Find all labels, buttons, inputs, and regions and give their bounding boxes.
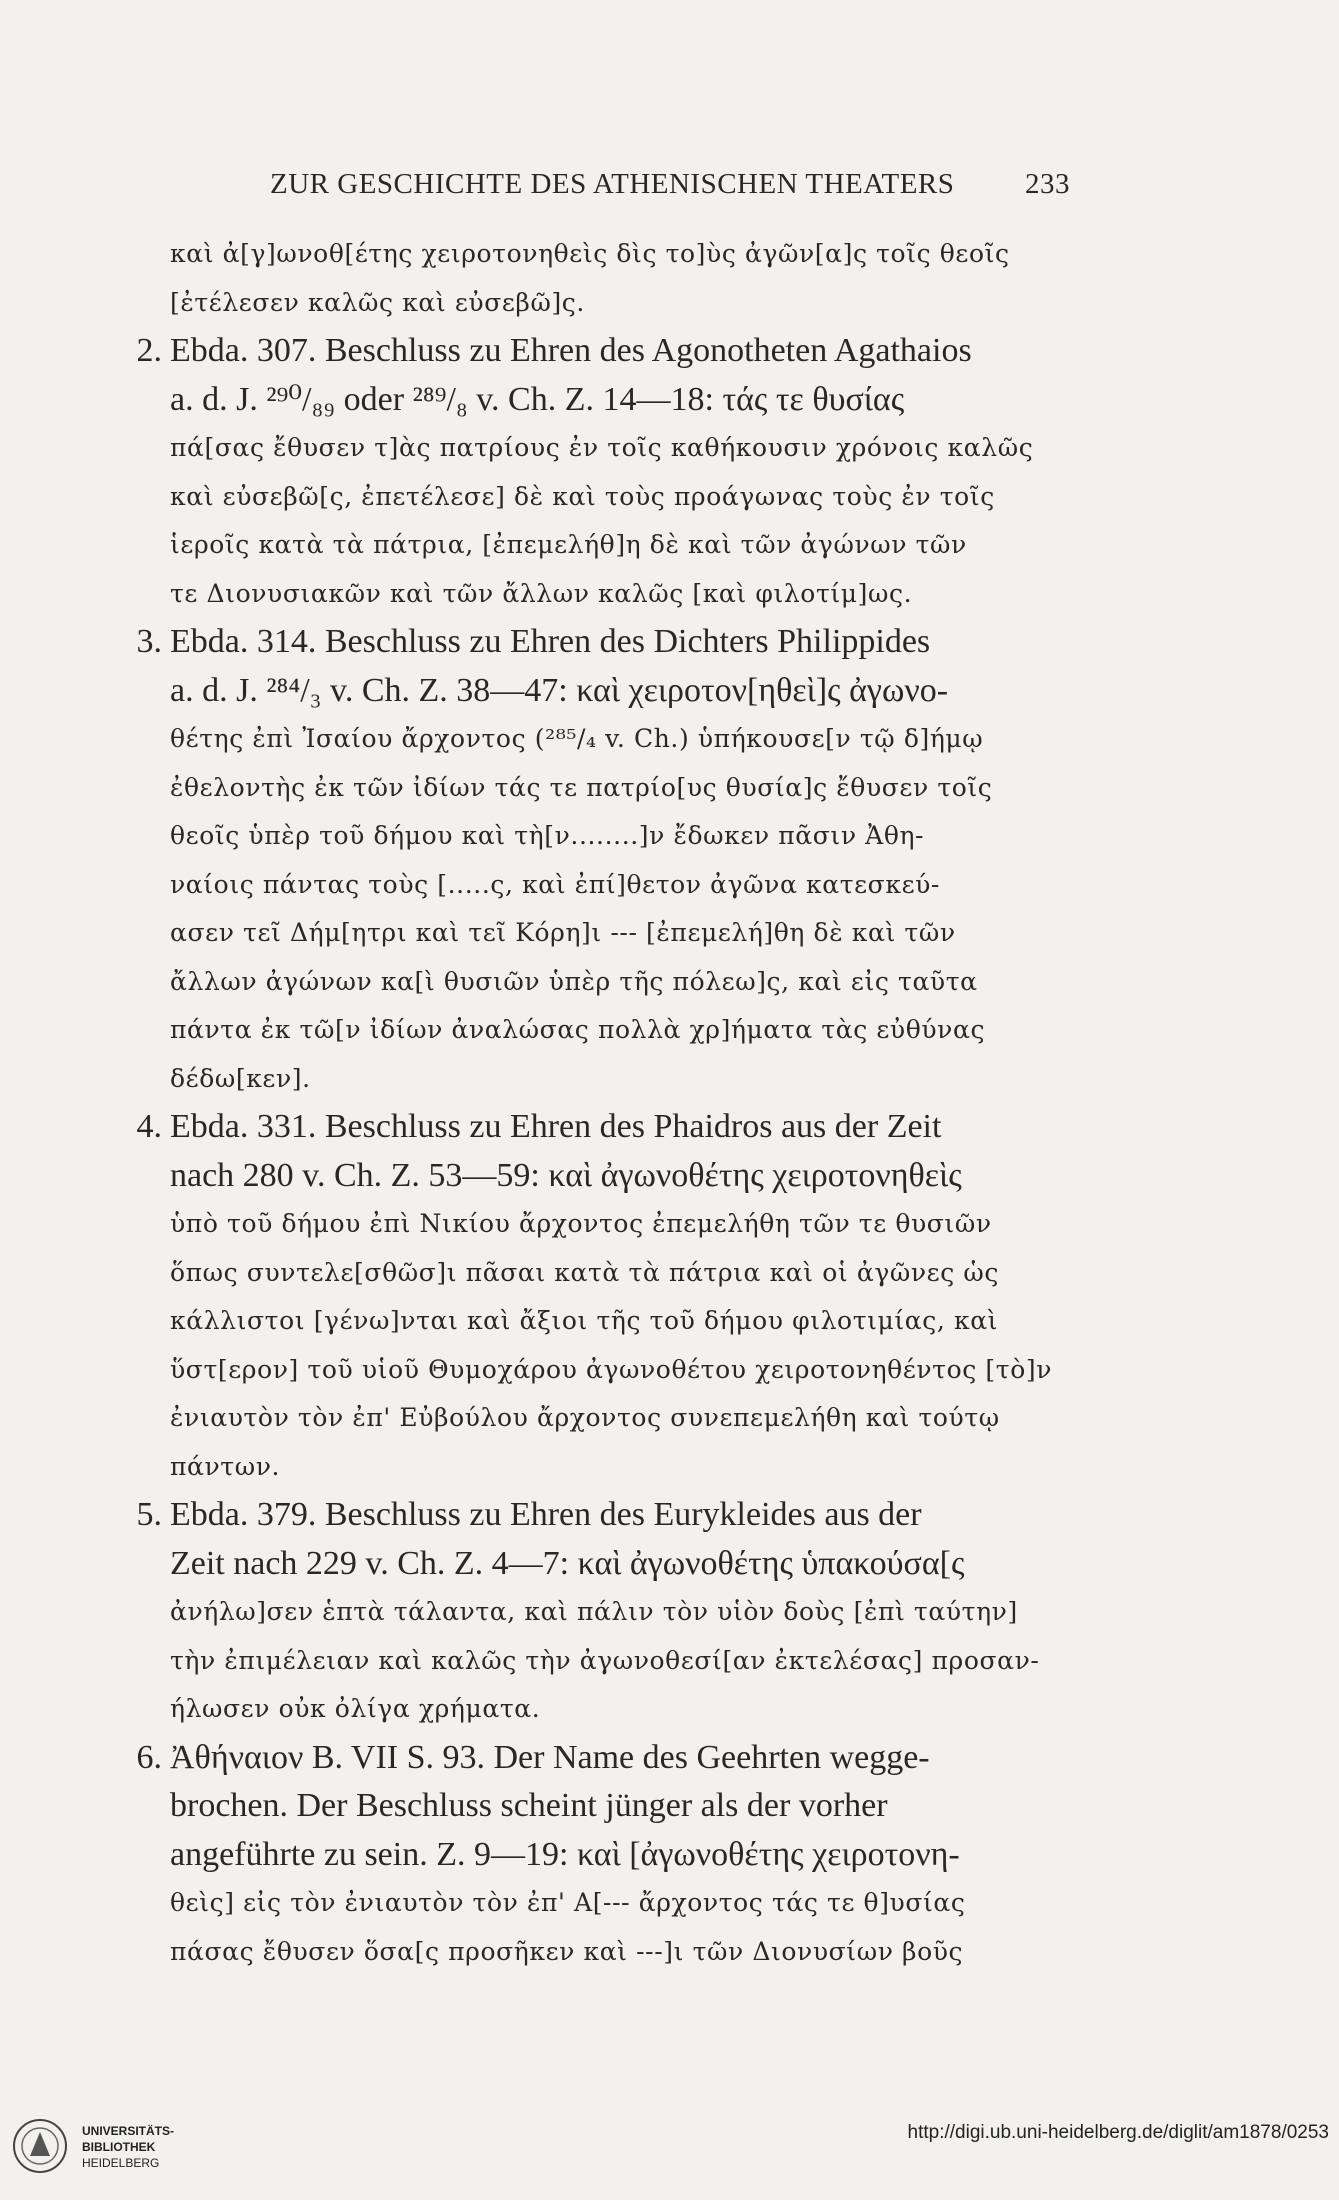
text-line: τε Διονυσιακῶν καὶ τῶν ἄλλων καλῶς [καὶ φιλοτίμ]ως.: [170, 578, 913, 608]
text-line: Ἀθήναιον B. VII S. 93. Der Name des Geehrten wegge-: [170, 1738, 930, 1776]
text-line: ήλωσεν οὐκ ὀλίγα χρήματα.: [170, 1694, 541, 1723]
text-line: angeführte zu sein. Z. 9—19: καὶ [ἀγωνοθέτης χειροτονη-: [170, 1835, 960, 1873]
logo-line: HEIDELBERG: [82, 2156, 160, 2170]
text-line: ναίοις πάντας τοὺς [.....ς, καὶ ἐπί]θετον ἀγῶνα κατεσκεύ-: [170, 869, 940, 899]
library-logo[interactable]: [12, 2112, 202, 2182]
entry-5: [136, 1491, 1075, 1734]
text-line: ὅπως συντελε[σθῶσ]ι πᾶσαι κατὰ τὰ πάτρια καὶ οἱ ἀγῶνες ὡς: [170, 1257, 999, 1287]
intro-paragraph: [150, 230, 1075, 327]
logo-line: BIBLIOTHEK: [82, 2140, 156, 2154]
text-line: brochen. Der Beschluss scheint jünger als der vorher: [170, 1787, 888, 1824]
text-line: πάντων.: [170, 1451, 281, 1481]
text-line: ασεν τεῖ Δήμ[ητρι καὶ τεῖ Κόρη]ι --- [ἐπεμελή]θη δὲ καὶ τῶν: [170, 918, 956, 947]
text-line: θέτης ἐπὶ Ἰσαίου ἄρχοντος (²⁸⁵/₄ v. Ch.) ὑπήκουσε[ν τῷ δ]ήμῳ: [170, 724, 984, 753]
body-text: [136, 230, 1075, 1976]
text-line: πάσας ἔθυσεν ὅσα[ς προσῆκεν καὶ ---]ι τῶν Διονυσίων βοῦς: [170, 1936, 964, 1966]
text-line: [ἐτέλεσεν καλῶς καὶ εὐσεβῶ]ς.: [170, 287, 585, 317]
entry-6: [136, 1734, 1075, 1977]
text-line: κάλλιστοι [γένω]νται καὶ ἄξιοι τῆς τοῦ δήμου φιλοτιμίας, καὶ: [170, 1306, 999, 1335]
text-line: ἱεροῖς κατὰ τὰ πάτρια, [ἐπεμελήθ]η δὲ καὶ τῶν ἀγώνων τῶν: [170, 530, 967, 559]
text-line: καὶ εὐσεβῶ[ς, ἐπετέλεσε] δὲ καὶ τοὺς προάγωνας τοὺς ἐν τοῖς: [170, 481, 995, 511]
entry-number: 6.: [136, 1738, 162, 1776]
text-line: nach 280 v. Ch. Z. 53—59: καὶ ἀγωνοθέτης χειροτονηθεὶς: [170, 1156, 962, 1194]
text-line: Ebda. 379. Beschluss zu Ehren des Eurykleides aus der: [170, 1496, 922, 1533]
text-line: ἄλλων ἀγώνων κα[ὶ θυσιῶν ὑπὲρ τῆς πόλεω]ς, καὶ εἰς ταῦτα: [170, 966, 978, 996]
numbered-entries: [136, 327, 1075, 1976]
entry-3: [136, 618, 1075, 1103]
entry-number: 2.: [136, 332, 162, 369]
university-seal-icon: [12, 2118, 68, 2174]
text-line: θεὶς] εἰς τὸν ἐνιαυτὸν τὸν ἐπ' Α[--- ἄρχοντος τάς τε θ]υσίας: [170, 1888, 966, 1917]
entry-number: 3.: [136, 623, 162, 660]
entry-2: [136, 327, 1075, 618]
text-line: θεοῖς ὑπὲρ τοῦ δήμου καὶ τὴ[ν........]ν ἔδωκεν πᾶσιν Ἀθη-: [170, 821, 925, 850]
text-line: ὕστ[ερον] τοῦ υἱοῦ Θυμοχάρου ἀγωνοθέτου χειροτονηθέντος [τὸ]ν: [170, 1354, 1052, 1384]
text-line: Ebda. 331. Beschluss zu Ehren des Phaidros aus der Zeit: [170, 1108, 942, 1145]
text-line: a. d. J. ²⁸⁴/₃ v. Ch. Z. 38—47: καὶ χειροτον[ηθεὶ]ς ἀγωνο-: [170, 671, 949, 709]
entry-4: [136, 1103, 1075, 1491]
text-line: ἐνιαυτὸν τὸν ἐπ' Εὐβούλου ἄρχοντος συνεπεμελήθη καὶ τούτῳ: [170, 1403, 1000, 1432]
logo-line: UNIVERSITÄTS-: [82, 2124, 175, 2138]
source-url-link[interactable]: http://digi.ub.uni-heidelberg.de/diglit/am1878/0253: [907, 2122, 1329, 2143]
text-line: καὶ ἀ[γ]ωνοθ[έτης χειροτονηθεὶς δὶς το]ὺς ἀγῶν[α]ς τοῖς θεοῖς: [170, 239, 1010, 268]
entry-number: 5.: [136, 1496, 162, 1533]
text-line: πά[σας ἔθυσεν τ]ὰς πατρίους ἐν τοῖς καθήκουσιν χρόνοις καλῶς: [170, 433, 1034, 462]
text-line: ἀνήλω]σεν ἑπτὰ τάλαντα, καὶ πάλιν τὸν υἱὸν δοὺς [ἐπὶ ταύτην]: [170, 1597, 1018, 1626]
running-head-title: ZUR GESCHICHTE DES ATHENISCHEN THEATERS: [270, 168, 955, 200]
text-line: Ebda. 307. Beschluss zu Ehren des Agonotheten Agathaios: [170, 332, 972, 369]
entry-number: 4.: [136, 1108, 162, 1145]
text-line: Ebda. 314. Beschluss zu Ehren des Dichters Philippides: [170, 623, 931, 660]
text-line: ἐθελοντὴς ἐκ τῶν ἰδίων τάς τε πατρίο[υς θυσία]ς ἔθυσεν τοῖς: [170, 772, 993, 802]
page-number: 233: [1025, 168, 1070, 200]
text-line: Zeit nach 229 v. Ch. Z. 4—7: καὶ ἀγωνοθέτης ὑπακούσα[ς: [170, 1544, 965, 1582]
text-line: a. d. J. ²⁹⁰/₈₉ oder ²⁸⁹/₈ v. Ch. Z. 14—18: τάς τε θυσίας: [170, 380, 905, 418]
text-line: τὴν ἐπιμέλειαν καὶ καλῶς τὴν ἀγωνοθεσί[αν ἐκτελέσας] προσαν-: [170, 1645, 1040, 1675]
text-line: πάντα ἐκ τῶ[ν ἰδίων ἀναλώσας πολλὰ χρ]ήματα τὰς εὐθύνας: [170, 1015, 986, 1044]
text-line: ὑπὸ τοῦ δήμου ἐπὶ Νικίου ἄρχοντος ἐπεμελήθη τῶν τε θυσιῶν: [170, 1209, 992, 1238]
text-line: δέδω[κεν].: [170, 1063, 311, 1093]
